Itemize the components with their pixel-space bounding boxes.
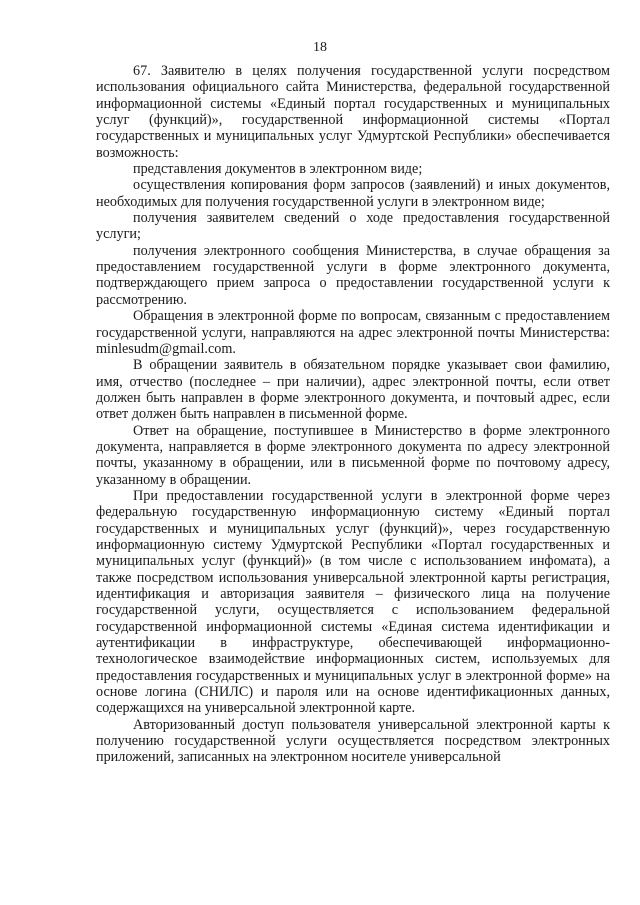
paragraph-documents-electronic: представления документов в электронном виде; [133, 161, 423, 178]
document-body [96, 63, 610, 766]
page-number: 18 [313, 40, 327, 55]
paragraph-item-67-intro: 67. Заявителю в целях получения государственной услуги посредством использования официального сайта Министерства, федеральной государственной информационной системы «Единый портал государственных и муниципальных услуг (функций)», государственной информационной системы «Портал государственных и муниципальных услуг Удмуртской Республики» обеспечивается возможность: [96, 63, 610, 161]
paragraph-status-info: получения заявителем сведений о ходе предоставления государственной услуги; [96, 210, 610, 243]
paragraph-identification: При предоставлении государственной услуги в электронной форме через федеральную государственную информационную систему «Единый портал государственных и муниципальных услуг (функций)», через государственную информационную систему Удмуртской Республики «Портал государственных и муниципальных услуг (функций)» (в том числе с использованием инфомата), а также посредством использования универсальной электронной карты регистрация, идентификация и авторизация заявителя – физического лица на получение государственной услуги, осуществляется с использованием федеральной государственной информационной системы «Единая система идентификации и аутентификации в инфраструктуре, обеспечивающей информационно-технологическое взаимодействие информационных систем, используемых для предоставления государственных и муниципальных услуг в электронной форме» на основе логина (СНИЛС) и пароля или на основе идентификационных данных, содержащихся на универсальной электронной карте. [96, 487, 610, 717]
paragraph-electronic-message: получения электронного сообщения Министерства, в случае обращения за предоставлением государственной услуги в форме электронного документа, подтверждающего прием запроса о предоставлении государственной услуги к рассмотрению. [96, 242, 610, 308]
paragraph-email-address: Обращения в электронной форме по вопросам, связанным с предоставлением государственной услуги, направляются на адрес электронной почты Министерства: minlesudm@gmail.com. [96, 308, 610, 357]
paragraph-authorized-access: Авторизованный доступ пользователя универсальной электронной карты к получению государственной услуги осуществляется посредством электронных приложений, записанных на электронном носителе универсальной [96, 716, 610, 766]
paragraph-copy-forms: осуществления копирования форм запросов (заявлений) и иных документов, необходимых для получения государственной услуги в электронном виде; [96, 177, 610, 210]
paragraph-requester-details: В обращении заявитель в обязательном порядке указывает свои фамилию, имя, отчество (последнее – при наличии), адрес электронной почты, если ответ должен быть направлен в форме электронного документа, и почтовый адрес, если ответ должен быть направлен в письменной форме. [96, 357, 610, 423]
paragraph-response: Ответ на обращение, поступившее в Министерство в форме электронного документа, направляется в форме электронного документа по адресу электронной почты, указанному в обращении, или в письменной форме по почтовому адресу, указанному в обращении. [96, 422, 610, 488]
